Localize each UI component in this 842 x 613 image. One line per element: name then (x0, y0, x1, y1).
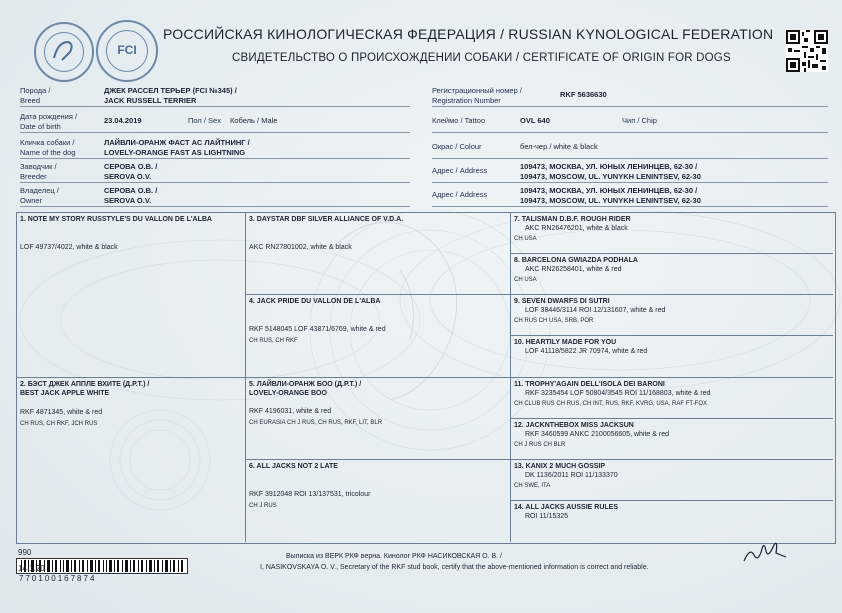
pedigree-cell-8: 8. BARCELONA GWIAZDA PODHALA AKC RN26258401, white & red CH USA (511, 254, 833, 295)
chip-label: Чип / Chip (622, 116, 657, 125)
pedigree-cell-13: 13. KANIX 2 MUCH GOSSIP DK 1136/2011 ROI 11/133370 CH SWE, ITA (511, 460, 833, 501)
sex-label: Пол / Sex (188, 116, 221, 125)
pedigree-cell-3: 3. DAYSTAR DBF SILVER ALLIANCE OF V.D.A. AKC RN27801002, white & black (246, 213, 511, 295)
owner-address-value: 109473, МОСКВА, УЛ. ЮНЫХ ЛЕНИНЦЕВ, 62-30 / 109473, MOSCOW, UL. YUNYKH LENINTSEV, 62-30 (520, 186, 701, 205)
certificate-subtitle: СВИДЕТЕЛЬСТВО О ПРОИСХОЖДЕНИИ СОБАКИ / CERTIFICATE OF ORIGIN FOR DOGS (232, 52, 731, 64)
footer-date: 14.1.20 (18, 564, 45, 573)
pedigree-cell-10: 10. HEARTILY MADE FOR YOU LOF 41118/5822 JR 70974, white & red (511, 336, 833, 378)
qr-code-icon (786, 30, 828, 72)
pedigree-cell-1: 1. NOTE MY STORY RUSSTYLE'S DU VALLON DE L'ALBA LOF 49737/4022, white & black (17, 213, 246, 378)
pedigree-cell-5: 5. ЛАЙВЛИ-ОРАНЖ БОО (Д.Р.Т.) / LOVELY-ORANGE BOO RKF 4196031, white & red CH EURASIA CH J RUS, CH RUS, RKF, LIT, BLR (246, 378, 511, 460)
breed-value: ДЖЕК РАССЕЛ ТЕРЬЕР (FCI №345) / JACK RUSSELL TERRIER (104, 86, 237, 105)
owner-label: Владелец / Owner (20, 186, 59, 205)
owner-value: СЕРОВА О.В. / SEROVA O.V. (104, 186, 158, 205)
barcode-number: 770100167874 (19, 574, 97, 583)
colour-value: бел-чер / white & black (520, 142, 598, 151)
dob-label: Дата рождения / Date of birth (20, 112, 78, 131)
tattoo-value: OVL 640 (520, 116, 550, 125)
pedigree-cell-4: 4. JACK PRIDE DU VALLON DE L'ALBA RKF 5148045 LOF 43871/6769, white & red CH RUS, CH RKF (246, 295, 511, 378)
verification-ru: Выписка из ВЕРК РКФ верна. Кинолог РКФ НАСИКОВСКАЯ О. В. / (286, 553, 502, 560)
dob-value: 23.04.2019 (104, 116, 142, 125)
pedigree-cell-9: 9. SEVEN DWARFS DI SUTRI LOF 38446/3114 ROI 12/131607, white & red CH RUS CH USA, SRB, POR (511, 295, 833, 336)
fci-seal (96, 20, 158, 82)
name-label: Кличка собаки / Name of the dog (20, 138, 76, 157)
breeder-address-value: 109473, МОСКВА, УЛ. ЮНЫХ ЛЕНИНЦЕВ, 62-30 / 109473, MOSCOW, UL. YUNYKH LENINTSEV, 62-30 (520, 162, 701, 181)
breeder-address-label: Адрес / Address (432, 166, 488, 175)
dog-name-value: ЛАЙВЛИ-ОРАНЖ ФАСТ АС ЛАЙТНИНГ / LOVELY-ORANGE FAST AS LIGHTNING (104, 138, 250, 157)
owner-address-label: Адрес / Address (432, 190, 488, 199)
reg-number-value: RKF 5636630 (560, 90, 607, 99)
pedigree-cell-2: 2. БЭСТ ДЖЕК АППЛЕ ВХИТЕ (Д.Р.Т.) / BEST JACK APPLE WHITE RKF 4871345, white & red CH RUS, CH RKF, JCH RUS (17, 378, 246, 542)
pedigree-cell-12: 12. JACKNTHEBOX MISS JACKSUN RKF 3460599 ANKC 2100056605, white & red CH J RUS CH BLR (511, 419, 833, 460)
sex-value: Кобель / Male (230, 116, 278, 125)
footer-number: 990 (18, 548, 32, 557)
signature (740, 537, 790, 565)
breeder-value: СЕРОВА О.В. / SEROVA O.V. (104, 162, 158, 181)
pedigree-cell-14: 14. ALL JACKS AUSSIE RULES ROI 11/15325 (514, 504, 618, 520)
pedigree-cell-6: 6. ALL JACKS NOT 2 LATE RKF 3912048 ROI 13/137531, tricolour CH J RUS (246, 460, 511, 542)
colour-label: Окрас / Colour (432, 142, 482, 151)
fci-logo-text: FCI (117, 43, 137, 57)
pedigree-cell-11: 11. TROPHY'AGAIN DELL'ISOLA DEI BARONI RKF 3235454 LOF 50804/3545 ROI 11/168803, white & red CH CLUB RUS CH RUS, CH INT, RUS, RKF, KVRG, USA, RAF FT-FOX (511, 378, 833, 419)
dog-head-icon (34, 22, 90, 78)
tattoo-label: Клеймо / Tattoo (432, 116, 486, 125)
breed-label: Порода / Breed (20, 86, 51, 105)
verification-en: I, NASIKOVSKAYA O. V., Secretary of the RKF stud book, certify that the above-mentioned information is correct and reliable. (260, 564, 649, 571)
reg-number-label: Регистрационный номер / Registration Number (432, 86, 522, 105)
breeder-label: Заводчик / Breeder (20, 162, 57, 181)
rkf-seal (34, 22, 94, 82)
pedigree-cell-7: 7. TALISMAN D.B.F. ROUGH RIDER AKC RN26476201, white & black CH USA (511, 213, 833, 254)
certificate-title: РОССИЙСКАЯ КИНОЛОГИЧЕСКАЯ ФЕДЕРАЦИЯ / RUSSIAN KYNOLOGICAL FEDERATION (163, 26, 774, 42)
pedigree-table (16, 212, 836, 544)
